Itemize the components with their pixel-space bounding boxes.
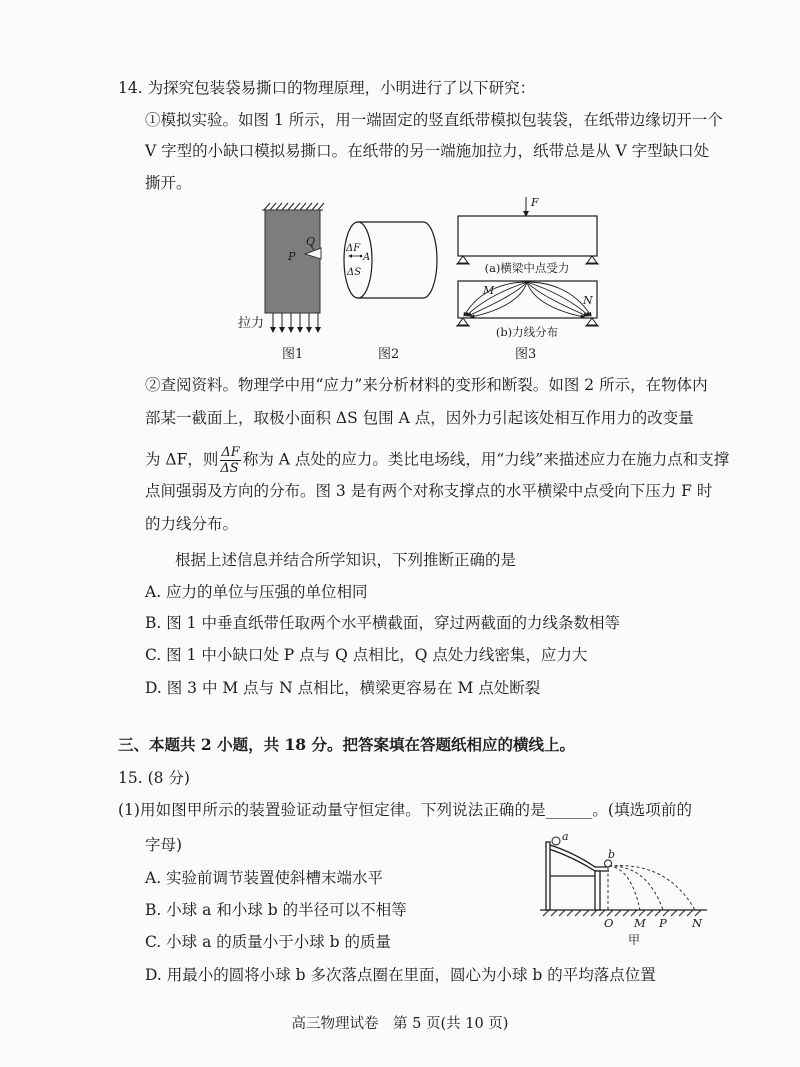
q14-p1-line-3: 撕开。: [145, 174, 192, 192]
q15-option-d: D. 用最小的圆将小球 b 多次落点圈在里面，圆心为小球 b 的平均落点位置: [145, 966, 656, 984]
fixed-support-hatch: [262, 203, 324, 210]
q15-option-b: B. 小球 a 和小球 b 的半径可以不相等: [145, 901, 407, 919]
figure-3b-caption: (b)力线分布: [495, 325, 559, 339]
beam-b: [458, 281, 597, 318]
stress-fraction: [220, 445, 240, 476]
point-m-label: M: [483, 284, 495, 297]
beam-a: [458, 216, 597, 256]
figure-2-caption: 图2: [378, 347, 400, 362]
q15-option-c: C. 小球 a 的质量小于小球 b 的质量: [145, 933, 392, 951]
figure-3: [456, 196, 599, 362]
point-n-label: N: [583, 294, 593, 307]
q15-part1-line-2: 字母): [145, 836, 183, 854]
figure-jia-caption: 甲: [628, 933, 641, 947]
q14-option-c: C. 图 1 中小缺口处 P 点与 Q 点相比，Q 点处力线密集，应力大: [145, 646, 588, 664]
q14-prompt: 根据上述信息并结合所学知识，下列推断正确的是: [175, 551, 517, 569]
point-a-label: A: [363, 252, 371, 263]
point-q-label: Q: [306, 235, 316, 248]
q14-p2-line-3: [145, 445, 730, 476]
q14-option-b: B. 图 1 中垂直纸带任取两个水平横截面，穿过两截面的力线条数相等: [145, 614, 620, 632]
figure-3a-caption: (a)横梁中点受力: [484, 261, 570, 275]
ball-a: [552, 837, 560, 845]
q14-p2-line-3-end: 称为 A 点处的应力。类比电场线，用“力线”来描述应力在施力点和支撑: [242, 450, 730, 469]
trajectories: [608, 866, 695, 910]
q14-p2-line-3-start: 为 ΔF，则: [145, 450, 219, 469]
figures-1-3: [230, 193, 610, 365]
q14-header: 14. 为探究包装袋易撕口的物理原理，小明进行了以下研究：: [118, 79, 536, 97]
q14-p2-line-2: 部某一截面上，取极小面积 ΔS 包围 A 点，因外力引起该处相互作用力的改变量: [145, 409, 694, 427]
figure-1-caption: 图1: [282, 347, 304, 362]
delta-f-label: ΔF: [346, 243, 361, 254]
ground: [540, 910, 707, 916]
force-f-label: F: [531, 196, 539, 209]
q15-option-a: A. 实验前调节装置使斜槽末端水平: [145, 869, 384, 887]
point-n-label: N: [692, 916, 703, 930]
q14-p1-line-2: V 字型的小缺口模拟易撕口。在纸带的另一端施加拉力，纸带总是从 V 字型缺口处: [145, 142, 710, 160]
figure-3-caption: 图3: [515, 347, 537, 362]
pull-force-label: 拉力: [238, 316, 265, 331]
figure-1: [238, 203, 324, 362]
point-p-label: P: [659, 916, 667, 930]
point-a-dot: [360, 255, 363, 258]
q15-header: 15. (8 分): [118, 769, 190, 787]
q14-p2-line-4: 点间强弱及方向的分布。图 3 是有两个对称支撑点的水平横梁中点受向下压力 F 时: [145, 482, 713, 500]
q14-option-d: D. 图 3 中 M 点与 N 点相比，横梁更容易在 M 点处断裂: [145, 679, 541, 697]
figure-jia: [535, 830, 715, 952]
q14-p2-line-1: ②查阅资料。物理学中用“应力”来分析材料的变形和断裂。如图 2 所示，在物体内: [145, 376, 708, 394]
q14-option-a: A. 应力的单位与压强的单位相同: [145, 583, 368, 601]
page-footer: 高三物理试卷 第 5 页(共 10 页): [291, 1016, 509, 1032]
stress-fraction-numerator: ΔF: [221, 445, 240, 460]
pull-force-arrows: [273, 313, 318, 332]
section-3-heading: 三、本题共 2 小题，共 18 分。把答案填在答题纸相应的横线上。: [118, 735, 575, 754]
delta-s-label: ΔS: [347, 267, 362, 278]
ball-a-label: a: [562, 830, 569, 843]
q14-p1-line-1: ①模拟实验。如图 1 所示，用一端固定的竖直纸带模拟包装袋，在纸带边缘切开一个: [145, 111, 723, 129]
ball-b-label: b: [608, 848, 616, 861]
q14-p2-line-5: 的力线分布。: [145, 515, 239, 533]
point-o-label: O: [604, 916, 614, 930]
point-m-label: M: [634, 916, 646, 930]
point-p-label: P: [288, 250, 296, 263]
q15-part1-line-1: (1)用如图甲所示的装置验证动量守恒定律。下列说法正确的是______。(填选项前的: [118, 801, 692, 819]
stress-fraction-denominator: ΔS: [220, 461, 239, 476]
inclined-chute: [546, 842, 609, 910]
figure-2: [344, 222, 437, 362]
